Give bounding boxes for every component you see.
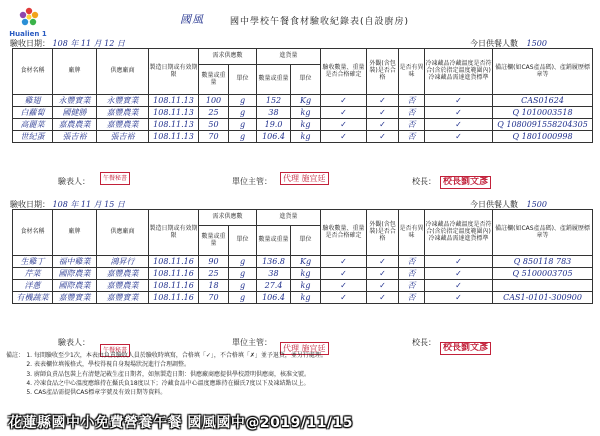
table-row: 世紀蛋 張吉裕 張吉裕 108.11.13 70 g 106.4 kg ✓ ✓ 否 ✓ Q 1801000998 — [13, 131, 593, 143]
header-mfg: 製造日期或有效期限 — [149, 49, 199, 95]
inspection-table-1 — [12, 48, 593, 143]
note-item: 3. 廚師負責品包裝上有清楚記載生產日期者，如無製造日期：供應廠商應提供學校證明供應商，核准文號。 — [34, 370, 444, 379]
table-row: 芹菜 國際農業 嘉豐農業 108.11.16 25 g 38 kg ✓ ✓ 否 ✓ Q 5100003705 — [13, 268, 593, 280]
header-quantity-check: 驗收數量、重量是否合格確定 — [321, 49, 367, 95]
note-item: 5. CAS產品需提供CAS標章字號及有效日期等資料。 — [34, 388, 444, 397]
note-item: 2. 表表欄位填報格式，學校得視自身現場狀況進行合理調整。 — [34, 360, 444, 369]
note-item: 1. 每間驗收至少1次，本表由負責驗收人員於驗收時填寫，合格填「✓」，不合格填「✗」並予退貨，並另行處理。 — [34, 351, 444, 360]
table-row: 有機蔬菜 嘉豐實業 嘉豐實業 108.11.16 70 g 106.4 kg ✓ ✓ 否 ✓ CAS1-0101-300900 — [13, 292, 593, 304]
note-item: 4. 冷凍食品之中心溫度應維持在攝氏負18度以下；冷藏食品中心溫度應維持在攝氏7度以下及凍結點以上。 — [34, 379, 444, 388]
logo-caption: Hualien 1 — [9, 30, 47, 38]
sign-inspector-1: 驗表人： — [58, 177, 90, 186]
header-brand: 廠牌 — [53, 210, 97, 256]
table-row: 雞翅 永豐實業 永豐實業 108.11.13 100 g 152 Kg ✓ ✓ 否 ✓ CAS01624 — [13, 95, 593, 107]
header-mfg: 製造日期或有效期限 — [149, 210, 199, 256]
meal-count-1: 今日供餐人數 1500 — [470, 38, 553, 49]
header-appearance: 外觀(含包裝)是否合格 — [367, 49, 399, 95]
header-order-unit: 單位 — [229, 226, 257, 256]
school-name: 國風 — [180, 13, 204, 26]
sign-unit-1: 單位主管： — [232, 177, 272, 186]
header-item: 食材名稱 — [13, 49, 53, 95]
principal-stamp-2: 校長劉文彥 — [440, 342, 491, 355]
header-item: 食材名稱 — [13, 210, 53, 256]
header-foreign: 是否有異味 — [399, 210, 425, 256]
header-delivery-group: 進貨量 — [257, 210, 321, 226]
header-delivery-unit: 單位 — [291, 226, 321, 256]
inspection-table-2 — [12, 209, 593, 304]
hualien-logo — [6, 6, 50, 40]
unit-head-stamp-2: 代理 施宜廷 — [280, 342, 329, 355]
sign-principal-1: 校長： — [412, 177, 436, 186]
table-row: 洋蔥 國際農業 嘉豐農業 108.11.16 18 g 27.4 kg ✓ ✓ 否 ✓ — [13, 280, 593, 292]
header-appearance: 外觀(含包裝)是否合格 — [367, 210, 399, 256]
principal-stamp-1: 校長劉文彥 — [440, 176, 491, 189]
header-supplier: 供應廠商 — [97, 210, 149, 256]
sign-inspector-2: 驗表人： — [58, 338, 90, 347]
sign-principal-2: 校長： — [412, 338, 436, 347]
watermark-caption: 花蓮縣國中小免費營養午餐 國風國中@2019/11/15 — [8, 415, 354, 431]
meal-count-2: 今日供餐人數 1500 — [470, 199, 553, 210]
header-delivery-qty: 數量或重量 — [257, 65, 291, 95]
title-text: 國中學校午餐食材驗收紀錄表(自設廚房) — [230, 17, 410, 27]
inspector-stamp-1: 午餐秘書 — [100, 172, 130, 185]
header-supplier: 供應廠商 — [97, 49, 149, 95]
header-delivery-unit: 單位 — [291, 65, 321, 95]
inspection-date-2: 驗收日期： 108 年 11 月 15 日 — [10, 200, 125, 209]
inspector-stamp-2: 午餐秘書 — [100, 344, 130, 357]
table-row: 高麗菜 嘉農農業 嘉豐農業 108.11.13 50 g 19.0 kg ✓ ✓ 否 ✓ Q 1080091558204305 — [13, 119, 593, 131]
table-row: 生雞丁 福中雞業 鴻昇行 108.11.16 90 g 136.8 Kg ✓ ✓ 否 ✓ Q 850118 783 — [13, 256, 593, 268]
header-order-unit: 單位 — [229, 65, 257, 95]
header-delivery-qty: 數量或重量 — [257, 226, 291, 256]
header-foreign: 是否有異味 — [399, 49, 425, 95]
header-cold-chain: 冷凍藏品冷藏溫度是否符合(含於指定溫度範圍內)冷凍藏品需達進貨標準 — [425, 210, 493, 256]
header-brand: 廠牌 — [53, 49, 97, 95]
header-order-group: 需求供應數 — [199, 210, 257, 226]
inspection-date-1: 驗收日期： 108 年 11 月 12 日 — [10, 39, 125, 48]
header-cold-chain: 冷凍藏品冷藏溫度是否符合(含於指定溫度範圍內)冷凍藏品需達進貨標準 — [425, 49, 493, 95]
header-order-qty: 數量或重量 — [199, 65, 229, 95]
header-order-qty: 數量或重量 — [199, 226, 229, 256]
table-row: 白蘿蔔 國健勝 嘉豐農業 108.11.13 25 g 38 kg ✓ ✓ 否 ✓ Q 1010003518 — [13, 107, 593, 119]
header-notes: 備註欄(如CAS產品碼)、產銷履歷標章等 — [493, 210, 593, 256]
flower-logo-icon — [18, 6, 40, 28]
sign-unit-2: 單位主管： — [232, 338, 272, 347]
header-notes: 備註欄(如CAS產品碼)、產銷履歷標章等 — [493, 49, 593, 95]
header-order-group: 需求供應數 — [199, 49, 257, 65]
header-delivery-group: 進貨量 — [257, 49, 321, 65]
header-quantity-check: 驗收數量、重量是否合格確定 — [321, 210, 367, 256]
unit-head-stamp-1: 代理 施宜廷 — [280, 172, 329, 185]
notes-label: 備註： — [6, 352, 25, 359]
